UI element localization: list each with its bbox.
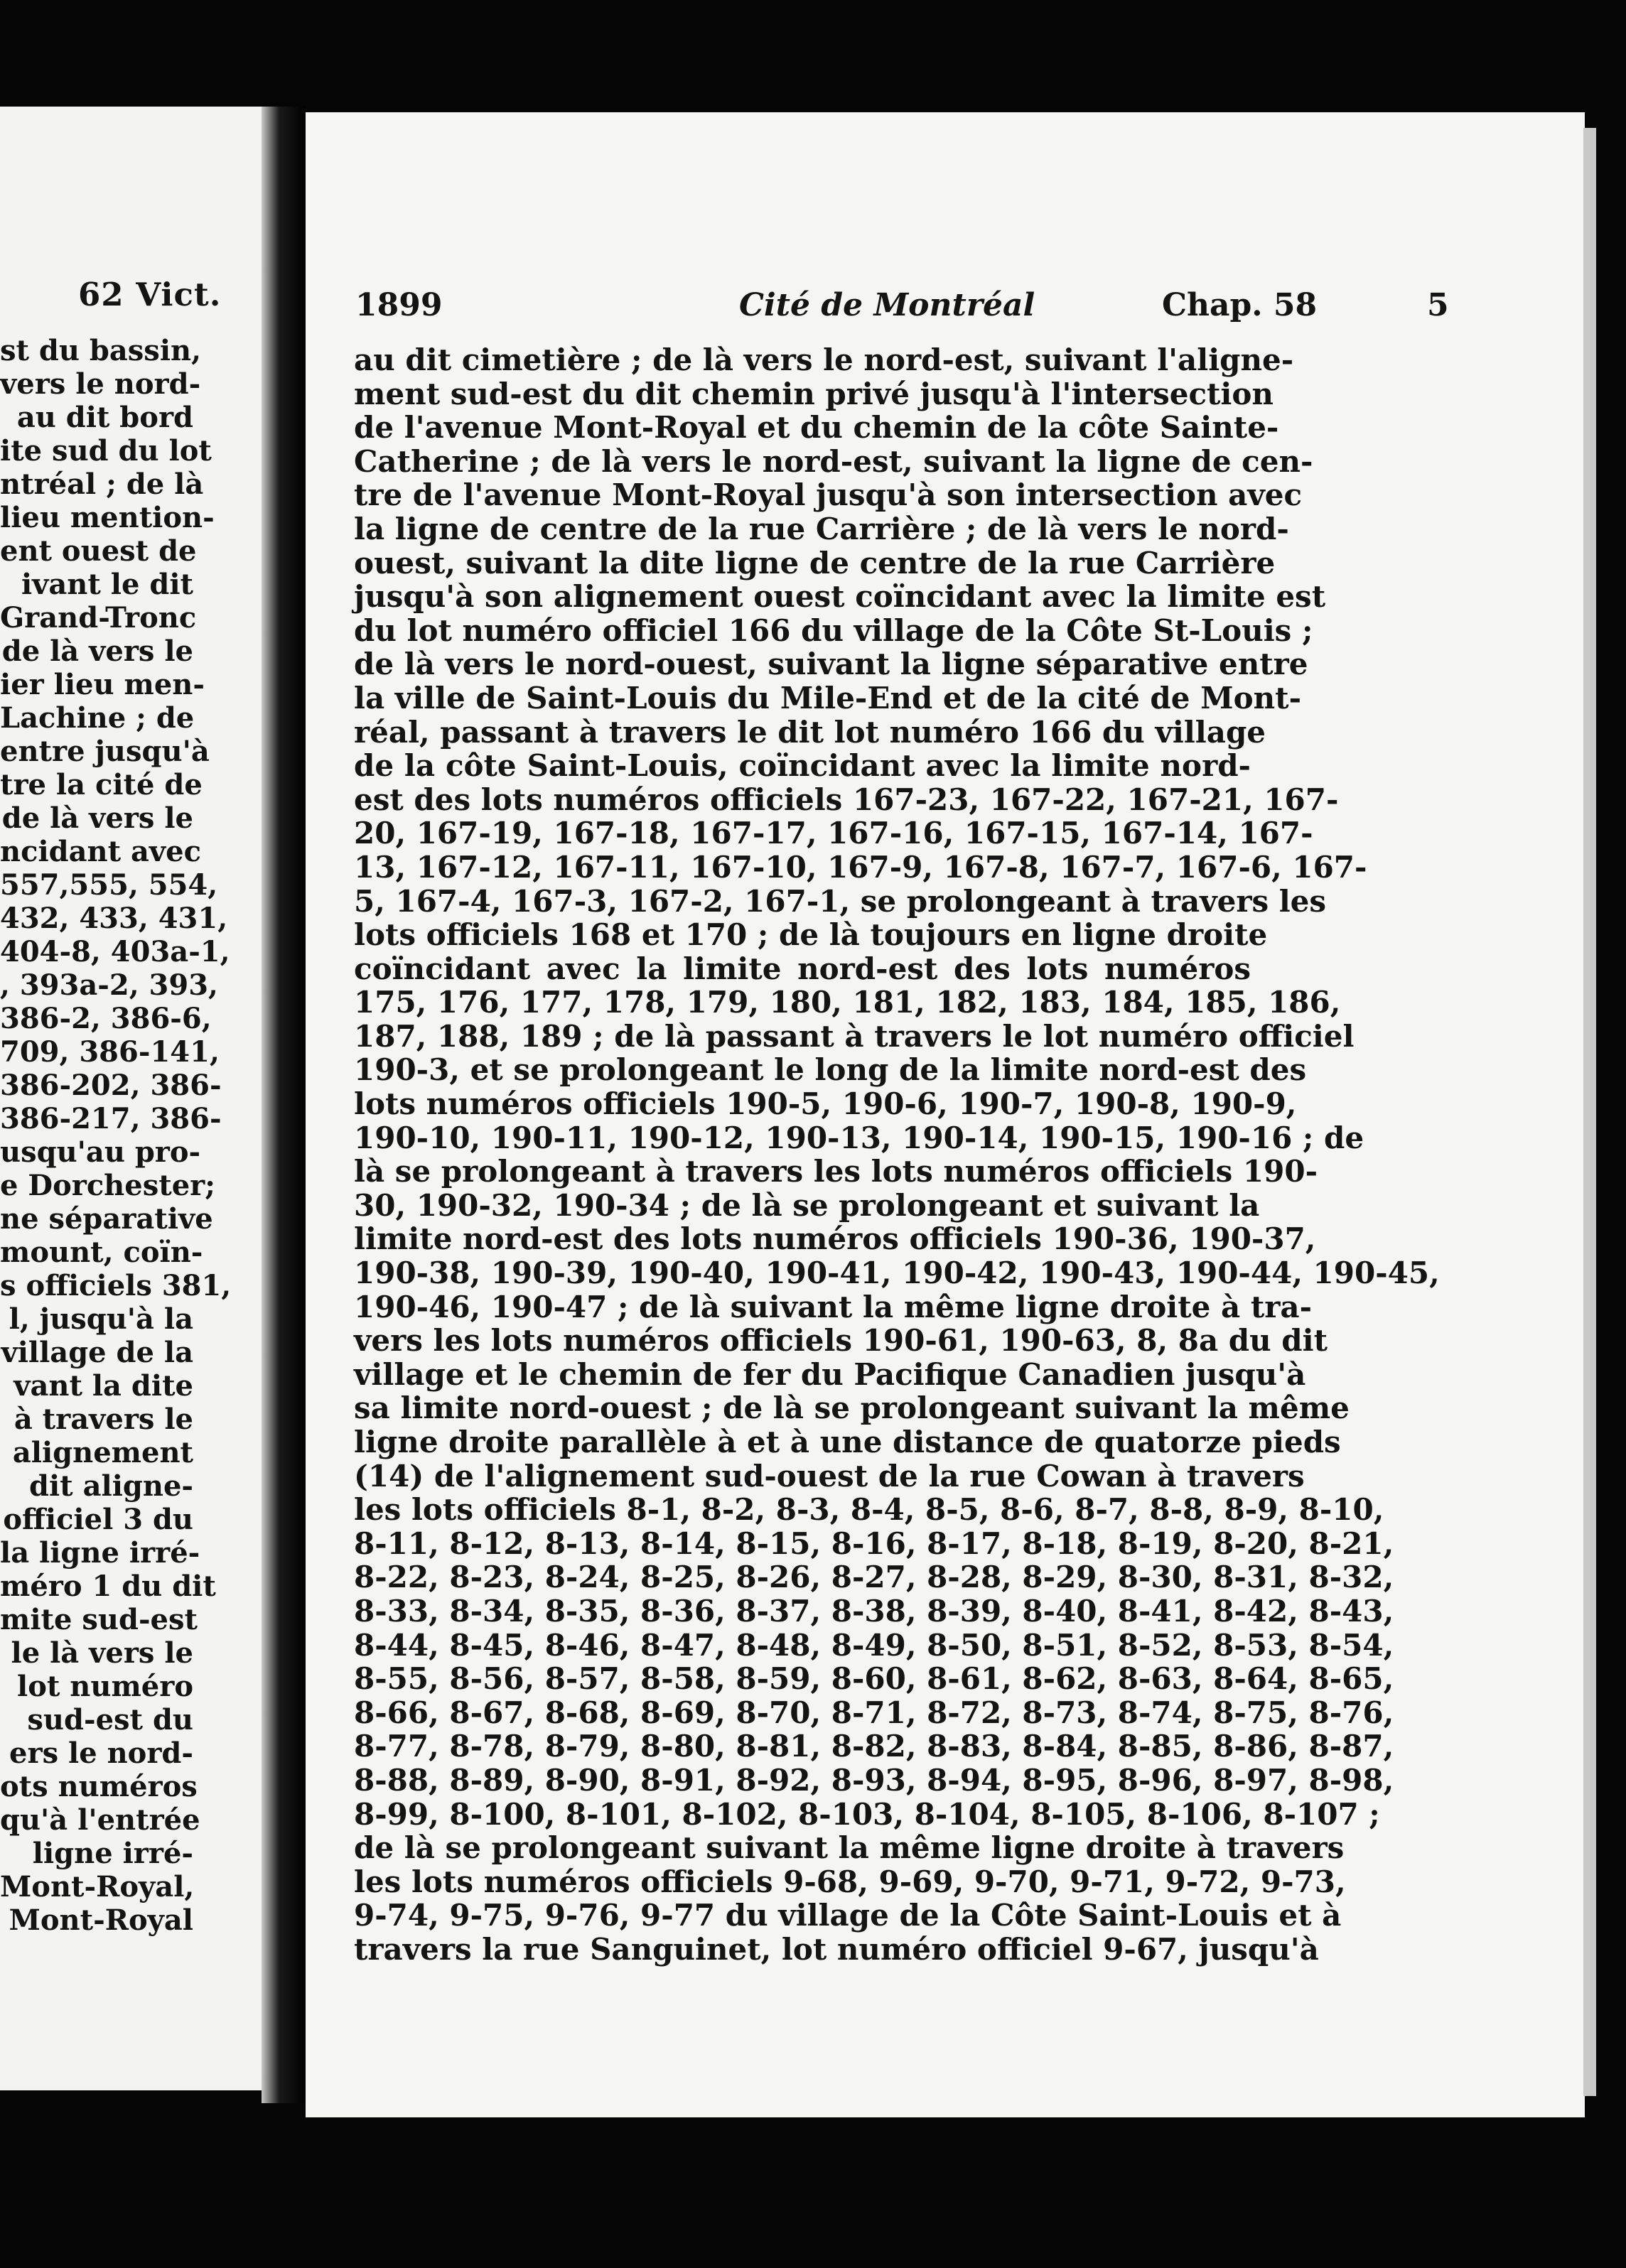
body-line: 8-99, 8-100, 8-101, 8-102, 8-103, 8-104, 8-105, 8-106, 8-107 ; (354, 1796, 1380, 1832)
header-chapter: Chap. 58 (1162, 287, 1318, 323)
body-line: est des lots numéros officiels 167-23, 167-22, 167-21, 167- (354, 782, 1339, 817)
left-page-line: 386-217, 386- (0, 1102, 222, 1135)
body-line: 190-46, 190-47 ; de là suivant la même ligne droite à tra- (354, 1289, 1313, 1324)
left-page-line: ligne irré- (32, 1837, 193, 1870)
header-title: Cité de Montréal (739, 287, 1035, 323)
left-page-line: au dit bord (16, 401, 193, 434)
left-page-line: à travers le (14, 1403, 193, 1436)
body-line: 8-66, 8-67, 8-68, 8-69, 8-70, 8-71, 8-72, 8-73, 8-74, 8-75, 8-76, (354, 1695, 1394, 1730)
left-page-line: Grand-Tronc (0, 601, 197, 634)
body-line: les lots numéros officiels 9-68, 9-69, 9-70, 9-71, 9-72, 9-73, (354, 1864, 1346, 1899)
body-line: (14) de l'alignement sud-ouest de la rue Cowan à travers (354, 1458, 1305, 1494)
body-line: 8-88, 8-89, 8-90, 8-91, 8-92, 8-93, 8-94, 8-95, 8-96, 8-97, 8-98, (354, 1762, 1394, 1798)
left-page-line: st du bassin, (0, 334, 202, 367)
left-page-line: tre la cité de (0, 768, 203, 801)
body-line: 8-11, 8-12, 8-13, 8-14, 8-15, 8-16, 8-17, 8-18, 8-19, 8-20, 8-21, (354, 1526, 1394, 1561)
body-line: du lot numéro officiel 166 du village de la Côte St-Louis ; (354, 612, 1313, 648)
body-line: 8-55, 8-56, 8-57, 8-58, 8-59, 8-60, 8-61, 8-62, 8-63, 8-64, 8-65, (354, 1661, 1394, 1697)
left-page-line: méro 1 du dit (0, 1570, 216, 1603)
left-page-line: 432, 433, 431, (0, 902, 228, 935)
body-text (354, 342, 1440, 1967)
body-line: les lots officiels 8-1, 8-2, 8-3, 8-4, 8-5, 8-6, 8-7, 8-8, 8-9, 8-10, (354, 1492, 1384, 1528)
body-line: 30, 190-32, 190-34 ; de là se prolongeant et suivant la (354, 1187, 1260, 1223)
left-page-line: mite sud-est (0, 1603, 198, 1636)
left-page-line: officiel 3 du (3, 1503, 193, 1536)
header-year: 1899 (355, 287, 443, 323)
left-page-line: 386-202, 386- (0, 1069, 222, 1102)
left-page-text-column (0, 334, 232, 1937)
left-page-line: usqu'au pro- (0, 1135, 201, 1169)
body-line: de l'avenue Mont-Royal et du chemin de la côte Sainte- (354, 410, 1279, 446)
body-line: ligne droite parallèle à et à une distance de quatorze pieds (354, 1425, 1341, 1459)
left-page-running-head: 62 Vict. (78, 276, 222, 313)
left-page-line: l, jusqu'à la (9, 1302, 193, 1336)
right-page (306, 112, 1585, 2117)
body-line: tre de l'avenue Mont-Royal jusqu'à son intersection avec (354, 477, 1303, 513)
body-line: 5, 167-4, 167-3, 167-2, 167-1, se prolongeant à travers les (354, 883, 1327, 919)
left-page-line: , 393a-2, 393, (0, 968, 218, 1002)
left-page-line: vers le nord- (0, 367, 201, 401)
left-page-line: lieu mention- (0, 501, 215, 534)
body-line: 190-38, 190-39, 190-40, 190-41, 190-42, 190-43, 190-44, 190-45, (354, 1256, 1440, 1291)
left-page-line: 709, 386-141, (0, 1035, 220, 1069)
body-line: de là se prolongeant suivant la même ligne droite à travers (354, 1830, 1345, 1866)
body-line: village et le chemin de fer du Pacifique Canadien jusqu'à (354, 1356, 1306, 1392)
body-line: 190-10, 190-11, 190-12, 190-13, 190-14, 190-15, 190-16 ; de (354, 1120, 1364, 1155)
body-line: réal, passant à travers le dit lot numéro 166 du village (354, 714, 1266, 750)
left-facing-page (0, 107, 271, 2090)
left-page-line: Mont-Royal (9, 1904, 193, 1937)
body-line: lots numéros officiels 190-5, 190-6, 190-7, 190-8, 190-9, (354, 1086, 1297, 1122)
body-line: au dit cimetière ; de là vers le nord-est, suivant l'aligne- (354, 342, 1294, 377)
body-line: vers les lots numéros officiels 190-61, 190-63, 8, 8a du dit (354, 1323, 1328, 1359)
body-line: 8-33, 8-34, 8-35, 8-36, 8-37, 8-38, 8-39, 8-40, 8-41, 8-42, 8-43, (354, 1593, 1394, 1629)
body-line: la ville de Saint-Louis du Mile-End et de la cité de Mont- (354, 680, 1302, 716)
left-page-line: entre jusqu'à (0, 735, 210, 768)
body-line: 190-3, et se prolongeant le long de la limite nord-est des (354, 1052, 1307, 1088)
left-page-line: de là vers le (1, 801, 193, 835)
left-page-line: lot numéro (17, 1670, 193, 1703)
left-page-line: ne séparative (0, 1202, 213, 1236)
left-page-line: ent ouest de (0, 534, 197, 568)
body-line: ment sud-est du dit chemin privé jusqu'à l'intersection (354, 376, 1274, 411)
left-page-line: dit aligne- (29, 1469, 193, 1503)
body-line: coïncidant avec la limite nord-est des lots numéros (354, 951, 1251, 986)
left-page-line: Lachine ; de (0, 701, 195, 735)
left-page-line: ncidant avec (0, 835, 201, 868)
left-page-line: 557,555, 554, (0, 868, 218, 902)
left-page-line: s officiels 381, (0, 1269, 232, 1302)
left-page-line: 386-2, 386-6, (0, 1002, 212, 1035)
body-line: 8-77, 8-78, 8-79, 8-80, 8-81, 8-82, 8-83, 8-84, 8-85, 8-86, 8-87, (354, 1729, 1394, 1764)
left-page-line: sud-est du (27, 1703, 193, 1737)
left-page-line: vant la dite (14, 1369, 193, 1403)
body-line: limite nord-est des lots numéros officiels 190-36, 190-37, (354, 1221, 1316, 1257)
left-page-line: e Dorchester; (0, 1169, 215, 1202)
body-line: 20, 167-19, 167-18, 167-17, 167-16, 167-15, 167-14, 167- (354, 816, 1313, 851)
body-line: la ligne de centre de la rue Carrière ; de là vers le nord- (354, 511, 1289, 546)
body-line: ouest, suivant la dite ligne de centre de la rue Carrière (354, 545, 1276, 580)
body-line: là se prolongeant à travers les lots numéros officiels 190- (354, 1154, 1318, 1189)
body-line: sa limite nord-ouest ; de là se prolongeant suivant la même (354, 1390, 1350, 1426)
body-line: travers la rue Sanguinet, lot numéro officiel 9-67, jusqu'à (354, 1931, 1319, 1967)
left-page-line: de là vers le (1, 634, 193, 668)
left-page-line: ers le nord- (9, 1737, 193, 1770)
left-page-line: Mont-Royal, (0, 1870, 195, 1904)
body-line: de la côte Saint-Louis, coïncidant avec la limite nord- (354, 748, 1251, 784)
left-page-line: ivant le dit (21, 568, 193, 601)
body-line: 175, 176, 177, 178, 179, 180, 181, 182, 183, 184, 185, 186, (354, 985, 1341, 1020)
left-page-line: ots numéros (0, 1770, 198, 1803)
left-page-line: mount, coïn- (0, 1236, 203, 1269)
left-page-line: qu'à l'entrée (0, 1803, 200, 1837)
body-line: jusqu'à son alignement ouest coïncidant avec la limite est (354, 579, 1326, 615)
body-line: 9-74, 9-75, 9-76, 9-77 du village de la Côte Saint-Louis et à (354, 1898, 1342, 1933)
body-line: 13, 167-12, 167-11, 167-10, 167-9, 167-8, 167-7, 167-6, 167- (354, 849, 1367, 885)
body-line: 8-22, 8-23, 8-24, 8-25, 8-26, 8-27, 8-28, 8-29, 8-30, 8-31, 8-32, (354, 1560, 1394, 1595)
body-line: lots officiels 168 et 170 ; de là toujours en ligne droite (354, 917, 1268, 953)
left-page-line: ier lieu men- (0, 668, 205, 701)
left-page-line: ite sud du lot (0, 434, 212, 468)
page-edge (1583, 128, 1596, 2096)
left-page-line: 404-8, 403a-1, (0, 935, 230, 968)
body-line: Catherine ; de là vers le nord-est, suivant la ligne de cen- (354, 443, 1313, 479)
book-gutter (262, 107, 306, 2103)
running-head (355, 287, 1449, 330)
left-page-line: village de la (1, 1336, 193, 1369)
left-page-line: ntréal ; de là (0, 468, 204, 501)
page-number: 5 (1427, 287, 1449, 323)
left-page-line: alignement (12, 1436, 193, 1469)
left-page-line: la ligne irré- (0, 1536, 200, 1570)
body-line: de là vers le nord-ouest, suivant la ligne séparative entre (354, 647, 1308, 682)
body-line: 8-44, 8-45, 8-46, 8-47, 8-48, 8-49, 8-50, 8-51, 8-52, 8-53, 8-54, (354, 1627, 1394, 1663)
body-line: 187, 188, 189 ; de là passant à travers le lot numéro officiel (354, 1018, 1355, 1054)
left-page-line: le là vers le (11, 1636, 193, 1670)
